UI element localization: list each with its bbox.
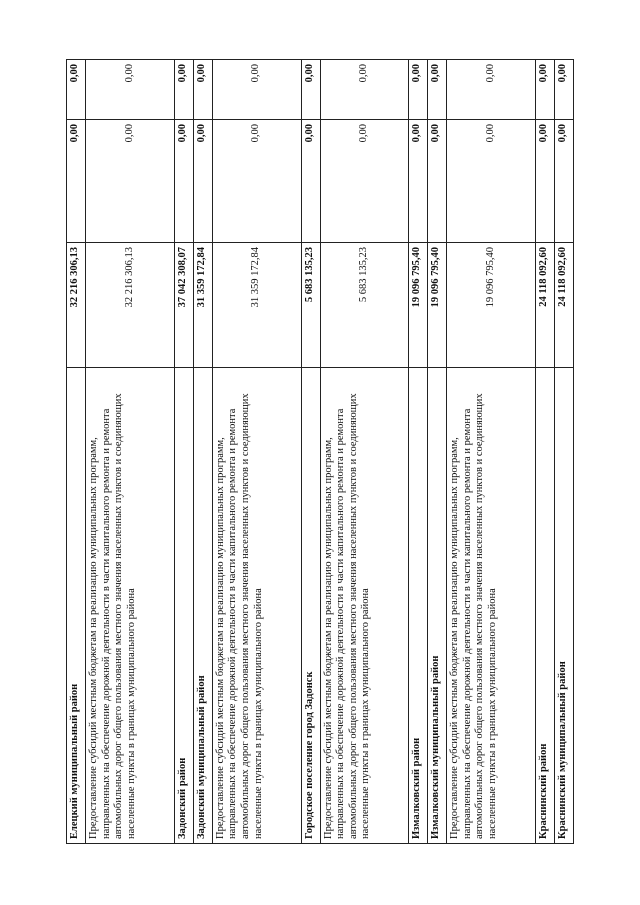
table-row xyxy=(428,60,447,844)
row-value-2: 0,00 xyxy=(320,120,409,243)
row-value-1: 32 216 306,13 xyxy=(67,243,86,368)
table-row xyxy=(555,60,574,844)
row-value-3: 0,00 xyxy=(428,60,447,120)
row-value-3: 0,00 xyxy=(320,60,409,120)
row-value-3: 0,00 xyxy=(86,60,175,120)
row-name: Задонский муниципальный район xyxy=(193,368,212,844)
row-value-2: 0,00 xyxy=(301,120,320,243)
row-value-2: 0,00 xyxy=(447,120,536,243)
row-name: Предоставление субсидий местным бюджетам на реализацию муниципальных программ, направленных на обеспечение дорожной деятельности в части капитального ремонта и ремонта автомобильных дорог общего пользования местного значения населенных пунктов и соединяющих населенные пункты в границах муниципального района xyxy=(86,368,175,844)
row-name: Городское поселение город Задонск xyxy=(301,368,320,844)
table-row xyxy=(447,60,536,844)
row-name: Предоставление субсидий местным бюджетам на реализацию муниципальных программ, направленных на обеспечение дорожной деятельности в части капитального ремонта и ремонта автомобильных дорог общего пользования местного значения населенных пунктов и соединяющих населенные пункты в границах муниципального района xyxy=(447,368,536,844)
table-row xyxy=(212,60,301,844)
row-value-2: 0,00 xyxy=(193,120,212,243)
row-name: Измалковский муниципальный район xyxy=(428,368,447,844)
table-row xyxy=(301,60,320,844)
row-name: Предоставление субсидий местным бюджетам на реализацию муниципальных программ, направленных на обеспечение дорожной деятельности в части капитального ремонта и ремонта автомобильных дорог общего пользования местного значения населенных пунктов и соединяющих населенные пункты в границах муниципального района xyxy=(212,368,301,844)
row-name: Предоставление субсидий местным бюджетам на реализацию муниципальных программ, направленных на обеспечение дорожной деятельности в части капитального ремонта и ремонта автомобильных дорог общего пользования местного значения населенных пунктов и соединяющих населенные пункты в границах муниципального района xyxy=(320,368,409,844)
row-name: Елецкий муниципальный район xyxy=(67,368,86,844)
row-value-1: 19 096 795,40 xyxy=(447,243,536,368)
table-row xyxy=(536,60,555,844)
row-value-3: 0,00 xyxy=(536,60,555,120)
table-row xyxy=(174,60,193,844)
row-value-1: 5 683 135,23 xyxy=(301,243,320,368)
row-value-1: 19 096 795,40 xyxy=(428,243,447,368)
row-value-1: 19 096 795,40 xyxy=(409,243,428,368)
rotated-table-container xyxy=(66,60,574,844)
table-row xyxy=(193,60,212,844)
row-value-2: 0,00 xyxy=(536,120,555,243)
row-value-1: 31 359 172,84 xyxy=(193,243,212,368)
table-row xyxy=(86,60,175,844)
row-value-3: 0,00 xyxy=(193,60,212,120)
row-value-1: 5 683 135,23 xyxy=(320,243,409,368)
row-value-1: 37 042 308,07 xyxy=(174,243,193,368)
row-value-3: 0,00 xyxy=(67,60,86,120)
row-value-3: 0,00 xyxy=(212,60,301,120)
table-row xyxy=(320,60,409,844)
table-row xyxy=(409,60,428,844)
row-value-2: 0,00 xyxy=(67,120,86,243)
row-value-3: 0,00 xyxy=(555,60,574,120)
row-name: Задонский район xyxy=(174,368,193,844)
row-value-2: 0,00 xyxy=(86,120,175,243)
row-value-2: 0,00 xyxy=(174,120,193,243)
row-value-1: 31 359 172,84 xyxy=(212,243,301,368)
row-value-3: 0,00 xyxy=(301,60,320,120)
budget-table xyxy=(66,59,574,844)
row-value-2: 0,00 xyxy=(212,120,301,243)
row-value-1: 24 118 092,60 xyxy=(536,243,555,368)
row-value-3: 0,00 xyxy=(409,60,428,120)
row-value-1: 32 216 306,13 xyxy=(86,243,175,368)
row-value-1: 24 118 092,60 xyxy=(555,243,574,368)
row-value-3: 0,00 xyxy=(447,60,536,120)
row-value-3: 0,00 xyxy=(174,60,193,120)
row-value-2: 0,00 xyxy=(428,120,447,243)
row-value-2: 0,00 xyxy=(409,120,428,243)
row-name: Измалковский район xyxy=(409,368,428,844)
row-name: Краснинский муниципальный район xyxy=(555,368,574,844)
row-name: Краснинский район xyxy=(536,368,555,844)
table-row xyxy=(67,60,86,844)
row-value-2: 0,00 xyxy=(555,120,574,243)
